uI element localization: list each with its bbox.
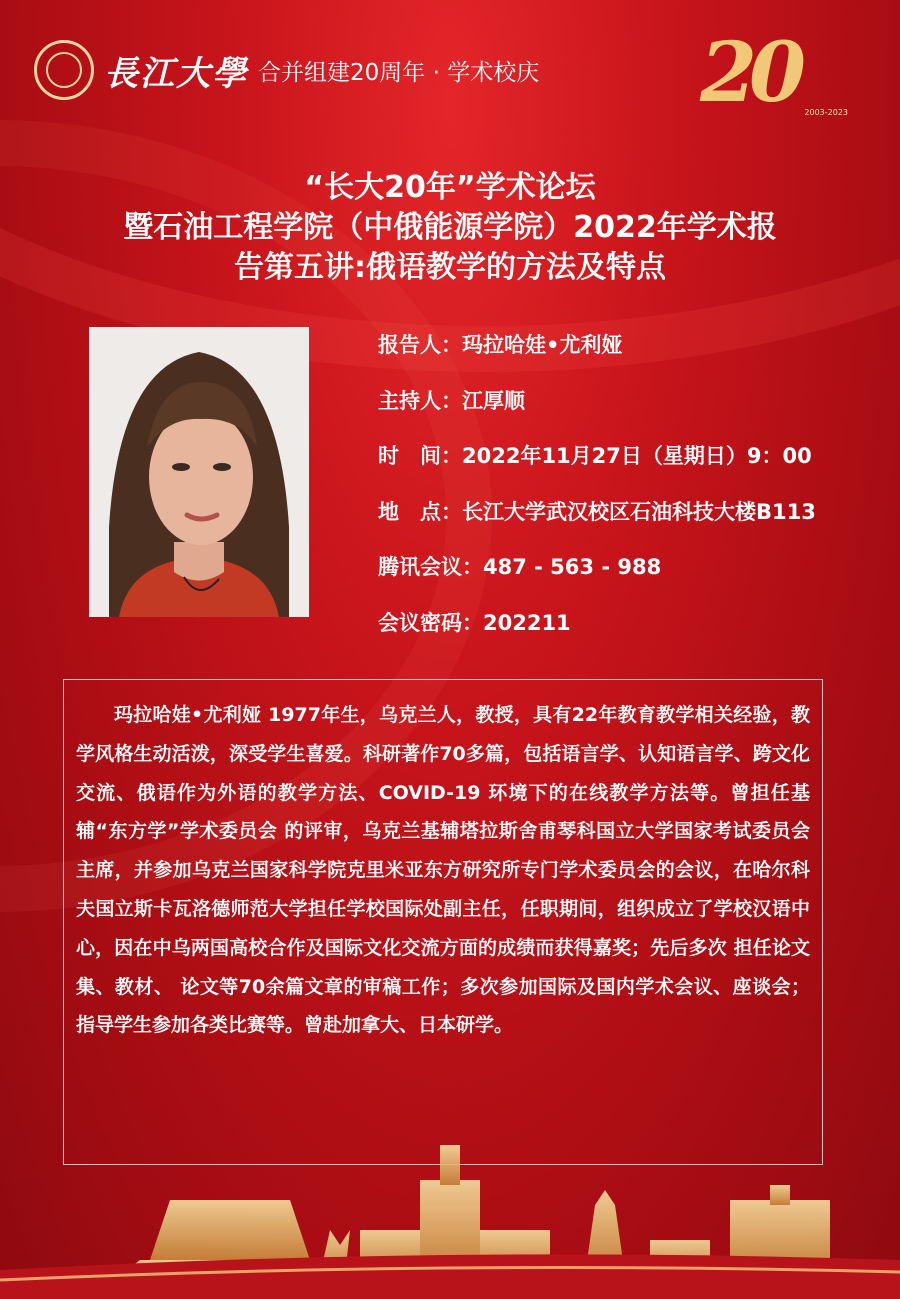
speaker-bio-text: 玛拉哈娃•尤利娅 1977年生，乌克兰人，教授，具有22年教育教学相关经验，教学风格生动活泼，深受学生喜爱。科研著作70多篇，包括语言学、认知语言学、跨文化交流、俄语作为外语的教学方法、COVID-19 环境下的在线教学方法等。曾担任基辅“东方学”学术委员会 的评审，乌克兰基辅塔拉斯舍甫琴科国立大学国家考试委员会主席，并参加乌克兰国家科学院克里米亚东方研究所专门学术委员会的会议，在哈尔科夫国立斯卡瓦洛德师范大学担任学校国际处副主任，任职期间，组织成立了学校汉语中心，因在中乌两国高校合作及国际文化交流方面的成绩而获得嘉奖；先后多次 担任论文集、教材、 论文等70余篇文章的审稿工作；多次参加国际及国内学术会议、座谈会；指导学生参加各类比赛等。曾赴加拿大、日本研学。 (76, 704, 810, 1037)
info-value: 玛拉哈娃•尤利娅 (462, 333, 623, 357)
info-row-host (378, 384, 816, 440)
info-row-meeting-password (378, 606, 816, 662)
speaker-bio-box (63, 679, 823, 1165)
campus-skyline-icon (0, 1130, 900, 1299)
anniversary-years: 2003-2023 (804, 108, 848, 117)
info-label: 报告人： (378, 333, 462, 357)
page-title (0, 168, 900, 288)
title-line-3: 告第五讲:俄语教学的方法及特点 (234, 250, 666, 285)
info-row-meeting-id (378, 550, 816, 606)
university-name: 長江大學 (104, 53, 248, 94)
speaker-photo (89, 327, 309, 617)
anniversary-logo-icon: 20 2003-2023 (700, 25, 848, 121)
university-seal-icon (34, 40, 94, 100)
info-row-location (378, 495, 816, 551)
info-label: 地 点： (378, 499, 462, 524)
header-subtitle: 合并组建20周年 · 学术校庆 (258, 59, 540, 86)
event-info (378, 328, 816, 661)
info-value: 江厚顺 (462, 388, 525, 413)
info-value: 487 - 563 - 988 (483, 555, 662, 579)
info-row-speaker (378, 328, 816, 384)
info-row-time (378, 439, 816, 495)
title-line-1: “长大20年”学术论坛 (304, 170, 596, 205)
header (34, 38, 539, 102)
info-value: 202211 (483, 610, 571, 635)
info-value: 长江大学武汉校区石油科技大楼B113 (462, 499, 816, 524)
info-label: 腾讯会议： (378, 555, 483, 579)
info-label: 时 间： (378, 444, 462, 468)
info-value: 2022年11月27日（星期日）9：00 (462, 444, 812, 468)
info-label: 主持人： (378, 388, 462, 413)
info-label: 会议密码： (378, 610, 483, 635)
title-line-2: 暨石油工程学院（中俄能源学院）2022年学术报 (123, 210, 777, 245)
